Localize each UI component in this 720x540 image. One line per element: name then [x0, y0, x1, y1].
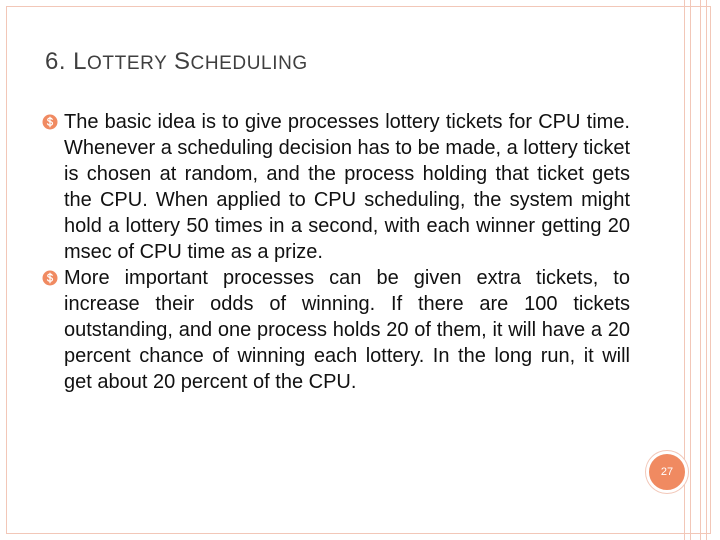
lottery-bullet-icon [42, 270, 58, 286]
lottery-bullet-icon [42, 114, 58, 130]
decorative-line [706, 0, 707, 540]
bullet-item [42, 109, 630, 265]
decorative-line [700, 0, 701, 540]
title-part: 6. L [45, 48, 88, 75]
bullet-item [42, 265, 630, 395]
title-part: S [173, 48, 191, 75]
page-number: 27 [660, 466, 674, 478]
bullet-list [42, 109, 630, 395]
page-number-badge [646, 451, 688, 493]
title-space [167, 49, 174, 74]
bullet-text: More important processes can be given extra tickets, to increase their odds of winning. If there are 100 tickets outstanding, and one process holds 20 of them, it will have a 20 percent chance of winning each lottery. In the long run, it will get about 20 percent of the CPU. [64, 267, 630, 393]
title-part: OTTERY [87, 53, 168, 74]
bullet-text: The basic idea is to give processes lottery tickets for CPU time. Whenever a scheduling decision has to be made, a lottery ticket is chosen at random, and the process holding that ticket gets the CPU. When applied to CPU scheduling, the system might hold a lottery 50 times in a second, with each winner getting 20 msec of CPU time as a prize. [64, 111, 630, 263]
title-part: CHEDULING [190, 53, 308, 74]
decorative-line [690, 0, 691, 540]
slide-title [45, 48, 308, 76]
